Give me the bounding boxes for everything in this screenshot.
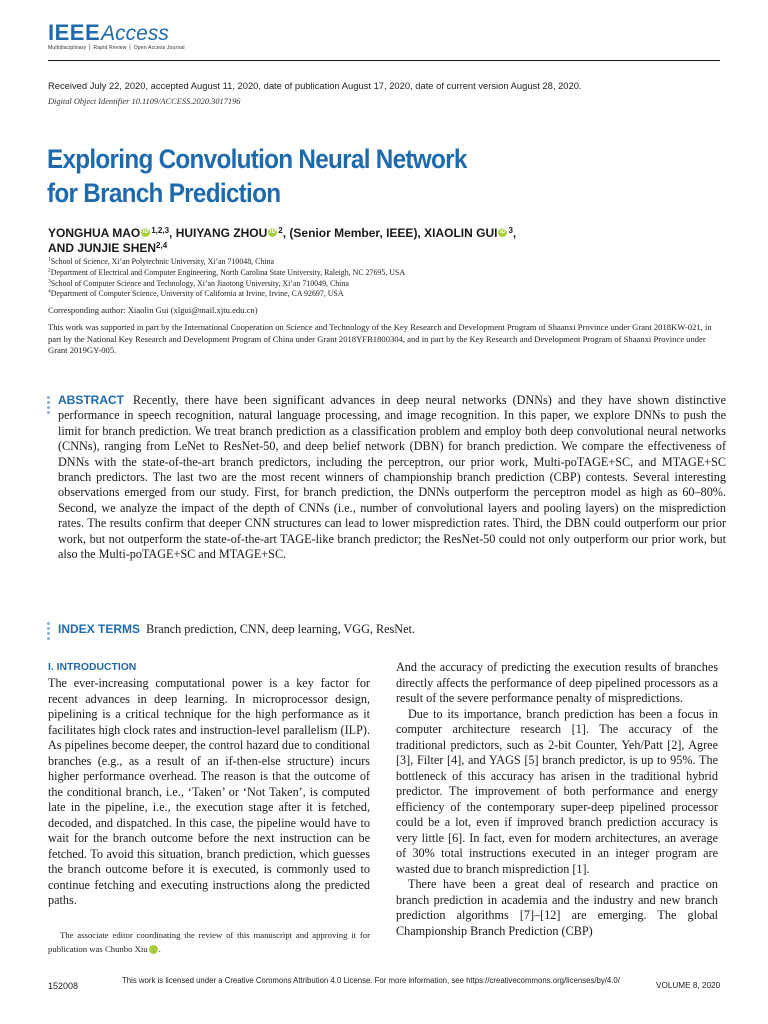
author-1: YONGHUA MAO	[48, 226, 141, 240]
affiliation-number: 1	[48, 256, 51, 263]
abstract-text: Recently, there have been significant advances in deep neural networks (DNNs) and they have shown distinctive performance in speech recognition, natural language processing, and image recognition. In this paper, we explore DNNs to push the limit for branch prediction. We treat branch prediction as a classification problem and employ both deep convolutional neural networks (CNNs), ranging from LeNet to ResNet-50, and deep belief network (DBN) for branch prediction. We compare the effectiveness of DNNs with the state-of-the-art branch predictors, including the perceptron, our prior work, Multi-poTAGE+SC, and MTAGE+SC branch predictors. The last two are the most recent winners of championship branch prediction (CBP) contests. Several interesting observations emerged from our study. First, for branch prediction, the DNNs outperform the perceptron model as high as 60–80%. Second, we analyze the impact of the depth of CNNs (i.e., number of convolutional layers and pooling layers) on the misprediction rates. The results confirm that deeper CNN structures can lead to lower misprediction rates. Third, the DBN could outperform our prior work, but not outperform the state-of-the-art TAGE-like branch predictor; the ResNet-50 could not only outperform our prior work, but also the Multi-poTAGE+SC and MTAGE+SC.	[58, 393, 726, 562]
author-3: XIAOLIN GUI	[424, 226, 498, 240]
index-terms-text: Branch prediction, CNN, deep learning, VGG, ResNet.	[146, 622, 415, 636]
affiliation-item	[48, 268, 720, 279]
license-note[interactable]: This work is licensed under a Creative Commons Attribution 4.0 License. For more information, see https://creativecommons.org/licenses/by/4.0/	[122, 976, 620, 985]
index-terms-dots-icon	[47, 622, 51, 642]
author-4: AND JUNJIE SHEN	[48, 241, 157, 255]
ieee-access-logo	[48, 22, 169, 44]
right-paragraph-3: There have been a great deal of research and practice on branch prediction in academia and the industry and new branch prediction algorithms [7]–[12] are emerging. The global Championship Branch Prediction (CBP)	[396, 877, 718, 938]
volume-info: VOLUME 8, 2020	[656, 981, 721, 990]
paper-title	[47, 142, 623, 210]
footnote-end: .	[158, 944, 161, 954]
page-number: 152008	[48, 981, 79, 991]
author-4-affil: 2,4	[156, 241, 168, 250]
section-heading-introduction: I. INTRODUCTION	[48, 662, 137, 673]
author-2-affil: 2	[278, 226, 283, 235]
author-2-suffix: , (Senior Member, IEEE),	[282, 226, 425, 240]
journal-tagline: Multidisciplinary ⎪ Rapid Review ⎪ Open Access Journal	[48, 45, 185, 51]
affiliation-item	[48, 257, 720, 268]
affiliation-item	[48, 289, 720, 300]
affiliation-number: 3	[48, 277, 51, 284]
index-terms	[58, 622, 415, 637]
intro-paragraph-1: The ever-increasing computational power is a key factor for recent advances in deep learning. In microprocessor design, pipelining is a critical technique for the high performance as it facilitates high clock rates and instruction-level parallelism (ILP). As pipelines become deeper, the control hazard due to conditional branches (e.g., as a result of an if-then-else structure) incurs higher performance overhead. The reason is that the outcome of the conditional branch, i.e., ‘Taken’ or ‘Not Taken’, is computed late in the pipeline, i.e., the execution stage after it is fetched, decoded, and dispatched. In this case, the pipeline would have to wait for the branch outcome before the next instruction can be fetched. To avoid this situation, branch prediction, which guesses the branch outcome before it is executed, is commonly used to continue fetching and executing instructions along the predicted paths.	[48, 676, 370, 907]
abstract-label: ABSTRACT	[58, 393, 124, 407]
footnote-text: The associate editor coordinating the review of this manuscript and approving it for publication was Chunbo Xiu	[48, 930, 370, 954]
orcid-icon[interactable]: iD	[269, 229, 276, 235]
right-paragraph-2: Due to its importance, branch prediction has been a focus in computer architecture research [1]. The accuracy of the traditional predictors, such as 2-bit Counter, Yeh/Patt [2], Agree [3], Filter [4], and YAGS [5] branch predictor, is up to 95%. The bottleneck of this accuracy has arisen in the traditional hybrid predictor. The improvement of both performance and energy efficiency of the contemporary super-deep pipelined processor could be a lot, even if improved branch prediction accuracy is very little [6]. In fact, even for modern architectures, an average of 30% total instructions executed in an integer program are wasted due to branch misprediction [1].	[396, 706, 718, 876]
editor-footnote	[48, 928, 370, 956]
received-dates: Received July 22, 2020, accepted August 11, 2020, date of publication August 17, 2020, date of current version August 28, 2020.	[48, 80, 582, 91]
index-terms-label: INDEX TERMS	[58, 622, 141, 636]
affiliation-number: 2	[48, 267, 51, 274]
affiliation-text: School of Computer Science and Technology, Xi’an Jiaotong University, Xi’an 710049, China	[50, 278, 349, 288]
right-paragraph-1: And the accuracy of predicting the execution results of branches directly affects the performance of deep pipelined processors as a result of the severe performance penalty of mispredictions.	[396, 660, 718, 705]
orcid-icon[interactable]: iD	[142, 229, 149, 235]
author-3-affil: 3	[508, 226, 513, 235]
abstract	[58, 393, 726, 562]
affiliation-text: Department of Computer Science, University of California at Irvine, Irvine, CA 92697, USA	[50, 289, 344, 299]
header-divider	[48, 60, 720, 61]
title-line-2: for Branch Prediction	[47, 178, 281, 208]
abstract-dots-icon	[47, 396, 51, 416]
orcid-icon[interactable]: iD	[149, 945, 158, 954]
author-2: HUIYANG ZHOU	[175, 226, 268, 240]
author-1-affil: 1,2,3	[151, 226, 170, 235]
corresponding-author: Corresponding author: Xiaolin Gui (xlgui@mail.xjtu.edu.cn)	[48, 305, 258, 315]
affiliation-item	[48, 279, 720, 290]
affiliations	[48, 257, 720, 300]
title-line-1: Exploring Convolution Neural Network	[47, 144, 467, 174]
author-list: YONGHUA MAO iD $^{1,2,3}$, HUIYANG ZHOU iD $^2$, (Senior Member, IEEE), XIAOLIN GUI iD $^3$, AND JUNJIE SHEN$^{2,4}$	[48, 226, 517, 255]
left-column	[48, 660, 370, 909]
logo-ieee-text: IEEE	[48, 20, 101, 45]
logo-access-text: Access	[101, 22, 169, 45]
affiliation-text: Department of Electrical and Computer Engineering, North Carolina State University, Raleigh, NC 27695, USA	[50, 267, 406, 277]
doi-line: Digital Object Identifier 10.1109/ACCESS.2020.3017196	[48, 97, 241, 106]
orcid-icon[interactable]: iD	[499, 229, 506, 235]
affiliation-number: 4	[48, 288, 51, 295]
affiliation-text: School of Science, Xi’an Polytechnic University, Xi’an 710048, China	[50, 257, 274, 266]
right-column	[396, 660, 718, 939]
funding-note: This work was supported in part by the International Cooperation on Science and Technology of the Key Research and Development Program of Shaanxi Province under Grant 2018KW-021, in part by the National Key Research and Development Program of China under Grant 2018YFB1800304, and in part by the Key Research and Development Program of Shaanxi Province under Grant 2019GY-005.	[48, 322, 712, 355]
